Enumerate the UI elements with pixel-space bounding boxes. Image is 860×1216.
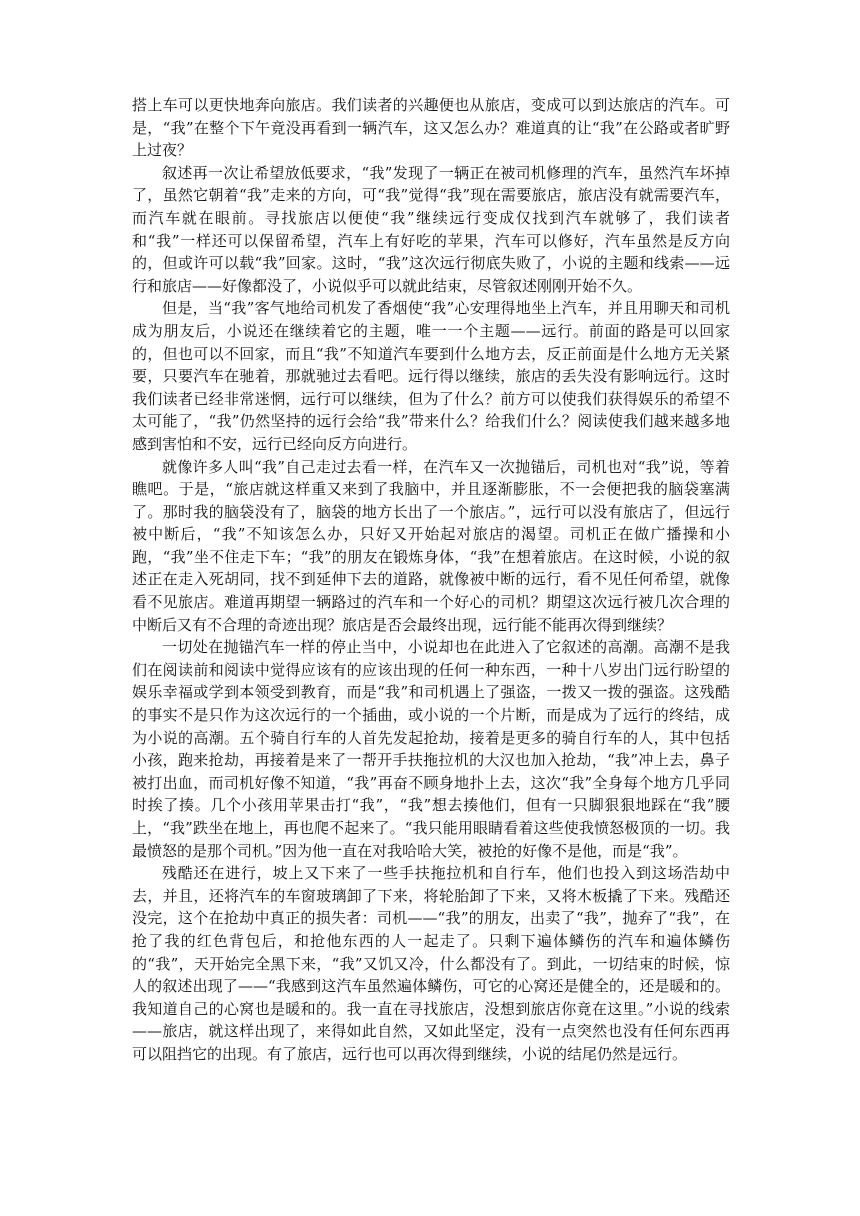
paragraph-6: 残酷还在进行，坡上又下来了一些手扶拖拉机和自行车，他们也投入到这场浩劫中去，并且，还将汽车的车窗玻璃卸了下来，将轮胎卸了下来，又将木板撬了下来。残酷还没完，这个在抢劫中真正的损失者：司机——“我”的朋友，出卖了“我”，抛弃了“我”，在抢了我的红色背包后，和抢他东西的人一起走了。只剩下遍体鳞伤的汽车和遍体鳞伤的“我”，天开始完全黑下来，“我”又饥又冷，什么都没有了。到此，一切结束的时候，惊人的叙述出现了——“我感到这汽车虽然遍体鳞伤，可它的心窝还是健全的，还是暖和的。我知道自己的心窝也是暖和的。我一直在寻找旅店，没想到旅店你竟在这里。”小说的线索——旅店，就这样出现了，来得如此自然，又如此坚定，没有一点突然也没有任何东西再可以阻挡它的出现。有了旅店，远行也可以再次得到继续，小说的结尾仍然是远行。	[132, 864, 730, 1063]
paragraph-3: 但是，当“我”客气地给司机发了香烟使“我”心安理得地坐上汽车，并且用聊天和司机成为朋友后，小说还在继续着它的主题，唯一一个主题——远行。前面的路是可以回家的，但也可以不回家，而且“我”不知道汽车要到什么地方去，反正前面是什么地方无关紧要，只要汽车在驰着，那就驰过去看吧。远行得以继续，旅店的丢失没有影响远行。这时我们读者已经非常迷惘，远行可以继续，但为了什么？前方可以使我们获得娱乐的希望不太可能了，“我”仍然坚持的远行会给“我”带来什么？给我们什么？阅读使我们越来越多地感到害怕和不安，远行已经向反方向进行。	[132, 299, 730, 453]
paragraph-1: 搭上车可以更快地奔向旅店。我们读者的兴趣便也从旅店，变成可以到达旅店的汽车。可是，“我”在整个下午竟没再看到一辆汽车，这又怎么办？难道真的让“我”在公路或者旷野上过夜？	[132, 96, 730, 160]
paragraph-4: 就像许多人叫“我”自己走过去看一样，在汽车又一次抛锚后，司机也对“我”说，等着瞧吧。于是，“旅店就这样重又来到了我脑中，并且逐渐膨胀，不一会便把我的脑袋塞满了。那时我的脑袋没有了，脑袋的地方长出了一个旅店。”，远行可以没有旅店了，但远行被中断后，“我”不知该怎么办，只好又开始起对旅店的渴望。司机正在做广播操和小跑，“我”坐不住走下车；“我”的朋友在锻炼身体，“我”在想着旅店。在这时候，小说的叙述正在走入死胡同，找不到延伸下去的道路，就像被中断的远行，看不见任何希望，就像看不见旅店。难道再期望一辆路过的汽车和一个好心的司机？期望这次远行被几次合理的中断后又有不合理的奇迹出现？旅店是否会最终出现，远行能不能再次得到继续？	[132, 457, 730, 634]
document-body	[132, 94, 730, 1066]
paragraph-5: 一切处在抛锚汽车一样的停止当中，小说却也在此进入了它叙述的高潮。高潮不是我们在阅读前和阅读中觉得应该有的应该出现的任何一种东西，一种十八岁出门远行盼望的娱乐幸福或学到本领受到教育，而是“我”和司机遇上了强盗，一拨又一拨的强盗。这残酷的事实不是只作为这次远行的一个插曲，或小说的一个片断，而是成为了远行的终结，成为小说的高潮。五个骑自行车的人首先发起抢劫，接着是更多的骑自行车的人，其中包括小孩，跑来抢劫，再接着是来了一帮开手扶拖拉机的大汉也加入抢劫，“我”冲上去，鼻子被打出血，而司机好像不知道，“我”再奋不顾身地扑上去，这次“我”全身每个地方几乎同时挨了揍。几个小孩用苹果击打“我”，“我”想去揍他们，但有一只脚狠狠地踩在“我”腰上，“我”跌坐在地上，再也爬不起来了。“我只能用眼睛看着这些使我愤怒极顶的一切。我最愤怒的是那个司机。”因为他一直在对我哈哈大笑，被抢的好像不是他，而是“我”。	[132, 638, 730, 860]
paragraph-2: 叙述再一次让希望放低要求，“我”发现了一辆正在被司机修理的汽车，虽然汽车坏掉了，虽然它朝着“我”走来的方向，可“我”觉得“我”现在需要旅店，旅店没有就需要汽车，而汽车就在眼前。寻找旅店以便使“我”继续远行变成仅找到汽车就够了，我们读者和“我”一样还可以保留希望，汽车上有好吃的苹果，汽车可以修好，汽车虽然是反方向的，但或许可以载“我”回家。这时，“我”这次远行彻底失败了，小说的主题和线索——远行和旅店——好像都没了，小说似乎可以就此结束，尽管叙述刚刚开始不久。	[132, 163, 730, 295]
